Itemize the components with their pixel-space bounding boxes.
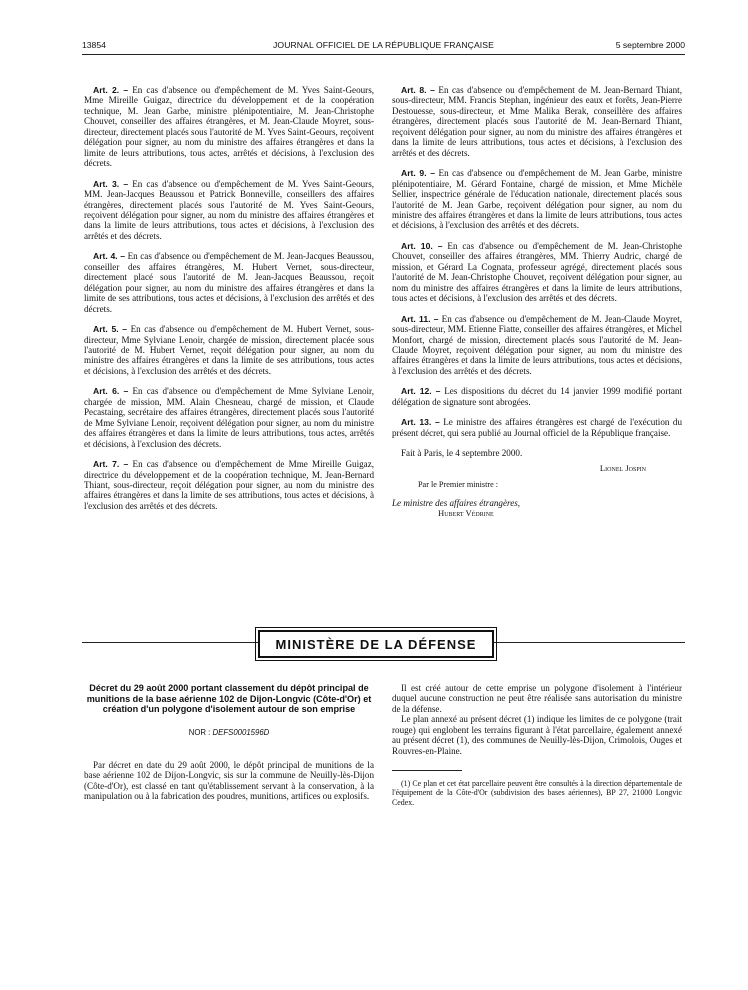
decree-right-column: [392, 683, 682, 815]
footnote: (1) Ce plan et cet état parcellaire peuvent être consultés à la direction départementale de l'équipement de la Côte-d'Or (subdivision des bases aériennes), BP 27, 21000 Longvic Cedex.: [392, 779, 682, 807]
article: [84, 386, 374, 449]
right-column: [392, 85, 682, 518]
nor-label: NOR :: [188, 727, 211, 737]
article: [392, 85, 682, 158]
article: [84, 459, 374, 511]
left-column: [84, 85, 374, 521]
header-rule: [82, 54, 685, 55]
article: [84, 324, 374, 376]
article-text: En cas d'absence ou d'empêchement de M. Jean-Claude Moyret, sous-directeur, MM. Etienne Fiatte, conseiller des affaires étrangères, et Michel Monfort, chargé de mission, directement placés sous l'autorité de M. Jean-Claude Moyret, reçoivent délégation pour signer, au nom du ministre des affaires étrangères et dans la limite de leurs attributions, tous actes et décisions, à l'exclusion des arrêtés et des décrets.: [392, 313, 682, 376]
decree-left-column: [84, 683, 374, 802]
issue-date: 5 septembre 2000: [615, 40, 685, 50]
article-label: Art. 13. –: [401, 417, 440, 428]
article-label: Art. 10. –: [401, 240, 443, 251]
journal-title: JOURNAL OFFICIEL DE LA RÉPUBLIQUE FRANÇAISE: [273, 40, 494, 50]
article: [392, 314, 682, 377]
article-text: Les dispositions du décret du 14 janvier 1999 modifié portant délégation de signature sont abrogées.: [392, 386, 682, 407]
article: [84, 251, 374, 314]
page-header: [82, 40, 685, 54]
article-label: Art. 11. –: [401, 313, 439, 324]
article-text: Le ministre des affaires étrangères est chargé de l'exécution du présent décret, qui sera publié au Journal officiel de la République française.: [392, 417, 682, 438]
article-text: En cas d'absence ou d'empêchement de M. Yves Saint-Geours, Mme Mireille Guigaz, directrice du développement et de la coopération technique, M. Jean Garbe, ministre plénipotentiaire, M. Jean-Christophe Chouvet, conseiller des affaires étrangères, et M. Jean-Claude Moyret, sous-directeur, directement placés sous l'autorité de M. Yves Saint-Geours, reçoivent délégation pour signer, au nom du ministre des affaires étrangères et dans la limite de leurs attributions, tous actes, arrêtés et décisions, à l'exclusion des décrets.: [84, 85, 375, 169]
article: [392, 168, 682, 231]
article-label: Art. 4. –: [93, 251, 126, 262]
article-text: En cas d'absence ou d'empêchement de M. Yves Saint-Geours, MM. Jean-Jacques Beaussou et Patrick Bonneville, conseillers des affaires étrangères, directement placés sous l'autorité de M. Yves Saint-Geours, reçoivent délégation pour signer, au nom du ministre des affaires étrangères et dans la limite de leurs attributions, tous actes et décisions, à l'exclusion des arrêtés et des décrets.: [84, 178, 375, 241]
article-label: Art. 3. –: [93, 178, 129, 189]
article-text: En cas d'absence ou d'empêchement de M. Jean-Bernard Thiant, sous-directeur, MM. Francis Stephan, ingénieur des eaux et forêts, Jean-Pierre Destouesse, sous-directeur, et Mme Malika Berak, conseillère des affaires étrangères, directement placés sous l'autorité de M. Jean-Bernard Thiant, reçoivent délégation pour signer, au nom du ministre des affaires étrangères et dans la limite de leurs attributions, tous actes et décisions, à l'exclusion des arrêtés et des décrets.: [392, 85, 682, 158]
article-label: Art. 8. –: [401, 85, 435, 95]
article-label: Art. 2. –: [93, 85, 129, 95]
article-text: En cas d'absence ou d'empêchement de M. Jean-Jacques Beaussou, conseiller des affaires étrangères, M. Hubert Vernet, sous-directeur, directement placé sous l'autorité de M. Jean-Jacques Beaussou, reçoit délégation pour signer, au nom du ministre des affaires étrangères et dans la limite de ses attributions, tous actes et décisions, à l'exclusion des arrêtés et des décrets.: [84, 251, 374, 314]
footnote-rule: [392, 770, 462, 771]
decree-paragraph: Le plan annexé au présent décret (1) indique les limites de ce polygone (trait rouge) qui englobent les terrains figurant à l'état parcellaire, également annexé au présent décret (1), des communes de Neuilly-lès-Dijon, Crimolois, Ouges et Rouvres-en-Plaine.: [392, 714, 682, 756]
decree-title: Décret du 29 août 2000 portant classement du dépôt principal de munitions de la base aérienne 102 de Dijon-Longvic (Côte-d'Or) et création d'un polygone d'isolement autour de son emprise: [86, 683, 372, 714]
by-line: Par le Premier ministre :: [418, 480, 499, 490]
article-label: Art. 5. –: [93, 324, 128, 335]
ministry-name: MINISTÈRE DE LA DÉFENSE: [275, 636, 477, 652]
article: [84, 179, 374, 242]
article: [392, 386, 682, 407]
article-text: En cas d'absence ou d'empêchement de Mme Mireille Guigaz, directrice du développement et de la coopération technique, M. Jean-Bernard Thiant, sous-directeur, reçoit délégation pour signer, au nom du ministre des affaires étrangères et dans la limite de ses attributions, tous actes et décisions, à l'exclusion des arrêtés et des décrets.: [84, 459, 375, 511]
page-number: 13854: [82, 40, 106, 50]
decree-paragraph: Par décret en date du 29 août 2000, le dépôt principal de munitions de la base aérienne 102 de Dijon-Longvic, sis sur la commune de Neuilly-lès-Dijon (Côte-d'Or), est classé en tant qu'établissement servant à la conservation, à la manipulation ou à la fabrication des poudres, munitions, artifices ou explosifs.: [84, 759, 374, 802]
article-text: En cas d'absence ou d'empêchement de Mme Sylviane Lenoir, chargée de mission, MM. Alain Chesneau, chargé de mission, et Claude Pecastaing, secrétaire des affaires étrangères, directement placés sous l'autorité de Mme Sylviane Lenoir, reçoivent délégation pour signer, au nom du ministre des affaires étrangères et dans la limite de leurs attributions, tous actes, arrêtés et décisions, à l'exclusion des décrets.: [84, 386, 374, 449]
article-label: Art. 9. –: [401, 168, 436, 179]
ministry-banner: [258, 630, 494, 658]
article-label: Art. 12. –: [401, 386, 441, 397]
article: [84, 85, 374, 169]
article-text: En cas d'absence ou d'empêchement de M. Jean Garbe, ministre plénipotentiaire, M. Gérard Fontaine, chargé de mission, et Mme Michèle Sellier, inspectrice générale de l'éducation nationale, directement placés sous l'autorité de M. Jean Garbe, reçoivent délégation pour signer, au nom du ministre des affaires étrangères et dans la limite de leurs attributions, tous actes et décisions, à l'exclusion des arrêtés et des décrets.: [392, 168, 682, 231]
place-and-date: Fait à Paris, le 4 septembre 2000.: [401, 448, 523, 459]
article-text: En cas d'absence ou d'empêchement de M. Jean-Christophe Chouvet, conseiller des affaires étrangères, MM. Thierry Audric, chargé de mission, et Gérard La Cognata, professeur agrégé, directement placés sous l'autorité de M. Jean-Christophe Chouvet, reçoivent délégation pour signer, au nom du ministre des affaires étrangères et dans la limite de leurs attributions, tous actes et décisions, à l'exclusion des arrêtés et des décrets.: [392, 240, 682, 304]
decree-paragraph: Il est créé autour de cette emprise un polygone d'isolement à l'intérieur duquel aucune construction ne peut être réalisée sans autorisation du ministre de la défense.: [392, 683, 682, 714]
minister-title: Le ministre des affaires étrangères,: [392, 497, 521, 508]
signatory-name: Lionel Jospin: [599, 462, 646, 473]
article-label: Art. 7. –: [93, 459, 129, 470]
nor-code: DEFS0001596D: [212, 727, 270, 737]
article-label: Art. 6. –: [93, 386, 129, 397]
article: [392, 417, 682, 438]
nor-reference: [84, 728, 374, 738]
article: [392, 241, 682, 304]
article-text: En cas d'absence ou d'empêchement de M. Hubert Vernet, sous-directeur, Mme Sylviane Lenoir, chargée de mission, directement placée sous l'autorité de M. Hubert Vernet, reçoit délégation pour signer, au nom du ministre des affaires étrangères et dans la limite de ses attributions, tous actes et décisions, à l'exclusion des arrêtés et des décrets.: [84, 324, 374, 376]
minister-name: Hubert Védrine: [438, 507, 494, 518]
